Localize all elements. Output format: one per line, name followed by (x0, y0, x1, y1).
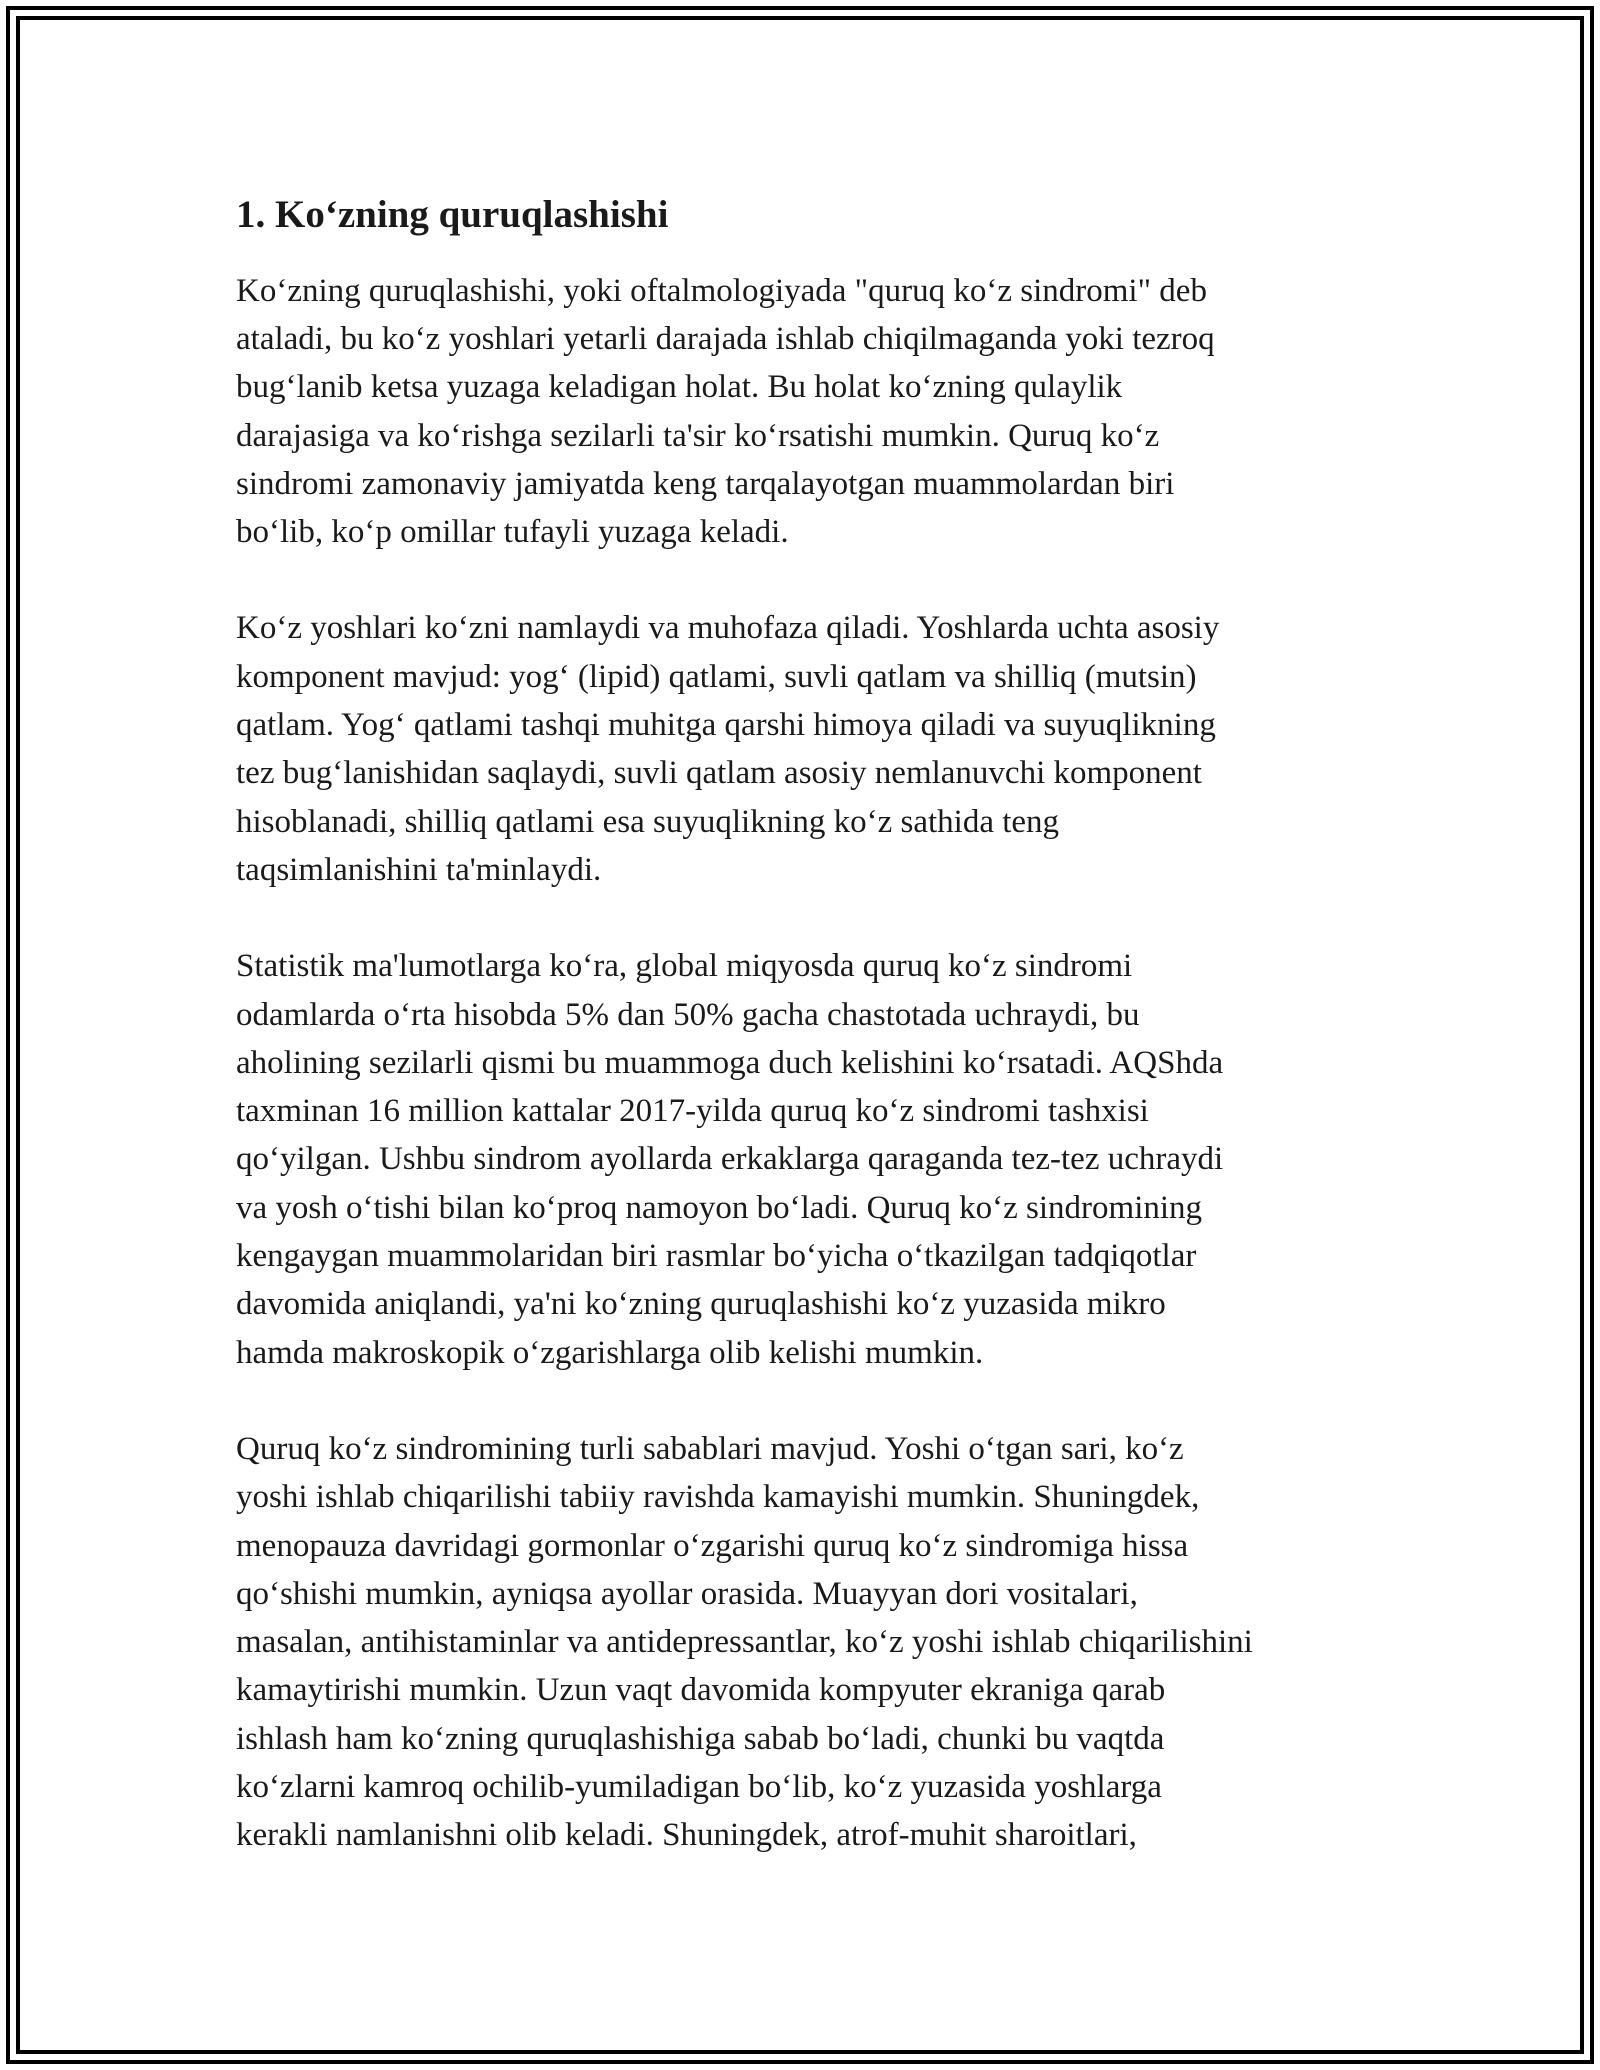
text-line: bug‘lanib ketsa yuzaga keladigan holat. Bu holat ko‘zning qulaylik (236, 369, 1123, 406)
text-line: komponent mavjud: yog‘ (lipid) qatlami, suvli qatlam va shilliq (mutsin) (236, 658, 1197, 695)
section-heading: 1. Ko‘zning quruqlashishi (236, 193, 669, 236)
text-line: kamaytirishi mumkin. Uzun vaqt davomida kompyuter ekraniga qarab (236, 1672, 1166, 1709)
text-line: davomida aniqlandi, ya'ni ko‘zning quruqlashishi ko‘z yuzasida mikro (236, 1286, 1166, 1323)
text-line: menopauza davridagi gormonlar o‘zgarishi quruq ko‘z sindromiga hissa (236, 1527, 1189, 1564)
text-line: yoshi ishlab chiqarilishi tabiiy ravishda kamayishi mumkin. Shuningdek, (236, 1479, 1200, 1516)
text-line: Statistik ma'lumotlarga ko‘ra, global miqyosda quruq ko‘z sindromi (236, 948, 1133, 985)
paragraph-4 (236, 1425, 1406, 1860)
text-line: qatlam. Yog‘ qatlami tashqi muhitga qarshi himoya qiladi va suyuqlikning (236, 707, 1216, 744)
text-line: bo‘lib, ko‘p omillar tufayli yuzaga keladi. (236, 514, 789, 551)
text-line: odamlarda o‘rta hisobda 5% dan 50% gacha chastotada uchraydi, bu (236, 996, 1140, 1033)
text-line: Ko‘z yoshlari ko‘zni namlaydi va muhofaza qiladi. Yoshlarda uchta asosiy (236, 610, 1220, 647)
paragraph-2 (236, 604, 1406, 894)
text-line: Ko‘zning quruqlashishi, yoki oftalmologiyada "quruq ko‘z sindromi" deb (236, 272, 1207, 309)
document-body (236, 190, 1406, 1908)
text-line: taxminan 16 million kattalar 2017-yilda quruq ko‘z sindromi tashxisi (236, 1093, 1149, 1130)
text-line: darajasiga va ko‘rishga sezilarli ta'sir ko‘rsatishi mumkin. Quruq ko‘z (236, 417, 1160, 454)
text-line: ishlash ham ko‘zning quruqlashishiga sabab bo‘ladi, chunki bu vaqtda (236, 1720, 1165, 1757)
text-line: masalan, antihistaminlar va antidepressantlar, ko‘z yoshi ishlab chiqarilishini (236, 1624, 1253, 1661)
text-line: taqsimlanishini ta'minlaydi. (236, 851, 602, 888)
text-line: sindromi zamonaviy jamiyatda keng tarqalayotgan muammolardan biri (236, 465, 1175, 502)
text-line: aholining sezilarli qismi bu muammoga duch kelishini ko‘rsatadi. AQShda (236, 1044, 1224, 1081)
text-line: qo‘shishi mumkin, ayniqsa ayollar orasida. Muayyan dori vositalari, (236, 1575, 1138, 1612)
text-line: ataladi, bu ko‘z yoshlari yetarli darajada ishlab chiqilmaganda yoki tezroq (236, 320, 1215, 357)
paragraph-3 (236, 942, 1406, 1377)
paragraph-1 (236, 267, 1406, 557)
text-line: va yosh o‘tishi bilan ko‘proq namoyon bo‘ladi. Quruq ko‘z sindromining (236, 1189, 1203, 1226)
text-line: qo‘yilgan. Ushbu sindrom ayollarda erkaklarga qaraganda tez-tez uchraydi (236, 1141, 1224, 1178)
text-line: hamda makroskopik o‘zgarishlarga olib kelishi mumkin. (236, 1334, 984, 1371)
text-line: kengaygan muammolaridan biri rasmlar bo‘yicha o‘tkazilgan tadqiqotlar (236, 1238, 1197, 1275)
text-line: Quruq ko‘z sindromining turli sabablari mavjud. Yoshi o‘tgan sari, ko‘z (236, 1430, 1184, 1467)
text-line: ko‘zlarni kamroq ochilib-yumiladigan bo‘lib, ko‘z yuzasida yoshlarga (236, 1769, 1162, 1805)
text-line: tez bug‘lanishidan saqlaydi, suvli qatlam asosiy nemlanuvchi komponent (236, 755, 1202, 792)
text-line: hisoblanadi, shilliq qatlami esa suyuqlikning ko‘z sathida teng (236, 803, 1060, 840)
text-line: kerakli namlanishni olib keladi. Shuningdek, atrof-muhit sharoitlari, (236, 1817, 1137, 1854)
